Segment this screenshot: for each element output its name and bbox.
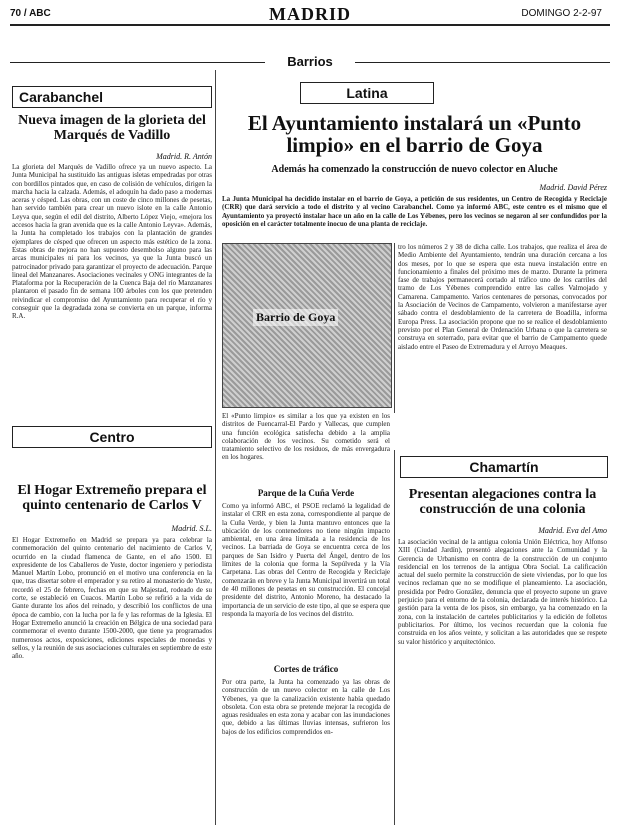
latina-label: Latina [300, 82, 434, 104]
column-rule-left [215, 70, 216, 825]
latina-headline: El Ayuntamiento instalará un «Punto limpio» en el barrio de Goya [247, 111, 582, 158]
carabanchel-body: La glorieta del Marqués de Vadillo ofrece ya un nuevo aspecto. La Junta Municipal ha sustituido las antiguas isletas empedradas por otras con bordillos pintados que, en caso de colisión de vehículos, dirigen la marcha hacia la calzada. Además, el adoquín ha dado paso a modernas aceras y césped. Las obras, con un coste de cinco millones de pesetas, han servido también para crear un nuevo islote en la calle Antonio Leyva que, según el edil del distrito, Alberto López Viejo, «mejora los accesos hacia la gran avenida que es la calle Antonio Leyva». Además, la Junta ha completado los trabajos con la plantación de grandes ejemplares de césped que ofrecen un aspecto más estético de la zona. Estas obras de mejora no han supuesto desembolso alguno para las arcas municipales ni para los vecinos, ya que la Junta buscó un patrocinador privado para garantizar el proyecto de adecuación. Parque lineal del Manzanares. Asociaciones vecinales y ONG integrantes de la Plataforma por la Recuperación de la Cuenca Baja del río Manzanares plantaron el pasado fin de semana 100 árboles con los que pretenden reivindicar el compromiso del Ayuntamiento para recuperar el río y conseguir que la degradada zona se convierta en un parque, informa R.A. [12, 163, 212, 321]
column-rule-right [394, 243, 395, 413]
header-rule [10, 24, 610, 26]
chamartin-headline: Presentan alegaciones contra la construcción de una colonia [408, 487, 597, 517]
chamartin-byline: Madrid. Eva del Amo [538, 526, 607, 535]
cortes-subhead: Cortes de tráfico [273, 664, 339, 674]
chamartin-body: La asociación vecinal de la antigua colonia Unión Eléctrica, hoy Alfonso XIII (Ciudad Jardín), presentó alegaciones ante la Comunidad y la Gerencia de Urbanismo en contra de la construcción de un conjunto residencial en los terrenos de la antigua Obra Social. La calificación actual del suelo permite la construcción de siete viviendas, por lo que los vecinos reclaman que no se modifique el planeamiento. La asociación, presidida por Pedro González, denuncia que el proyecto supone un grave perjuicio para el entorno de la colonia, declarada de interés histórico. La gestión para la venta de los pisos, sin embargo, ya ha comenzado en la zona, con la instalación de carteles publicitarios y la edición de folletos publicitarios. Por último, los vecinos recuerdan que la colonia fue construida en los años veinte, y solicitan a las autoridades que se respete su valor histórico y arquitectónico. [398, 538, 607, 646]
latina-photo-caption: El «Punto limpio» es similar a los que ya existen en los distritos de Fuencarral-El Pardo y Vallecas, que cumplen una función ecológica satisfecha debido a la amplia colaboración de los vecinos. Su cometido será el tratamiento selectivo de los residuos, de más envergadura en los hogares. [222, 412, 390, 462]
centro-label: Centro [12, 426, 212, 448]
centro-headline: El Hogar Extremeño prepara el quinto centenario de Carlos V [17, 483, 207, 513]
latina-subheadline: Además ha comenzado la construcción de nuevo colector en Aluche [271, 164, 558, 175]
carabanchel-headline: Nueva imagen de la glorieta del Marqués de Vadillo [18, 113, 206, 143]
barrio-goya-photo [222, 243, 392, 408]
centro-body: El Hogar Extremeño en Madrid se prepara ya para celebrar la conmemoración del quinto centenario del nacimiento de Carlos V, ocurrido en la ciudad flamenca de Gante, en el año 1500. El expresidente de los Caballeros de Yuste, doctor ingeniero y periodista Manuel Martín Lobo, pronunció en el motivo una conferencia en la que, tras disertar sobre el emperador y su retiro al monasterio de Yuste, recordó el 25 de febrero, fechas en que su Majestad, rodeado de su corte, se estableció en Cuacos. Martín Lobo se refirió a la vida de Gante durante los años del reinado, y describió los conflictos de una época de cambio, con la lucha por la fe y las reformas de la Iglesia. El Hogar Extremeño anunció la creación en Bélgica de una sociedad para conmemorar el evento durante 1500-2000, que tiene ya programados numerosos actos, exposiciones, ediciones especiales de monedas y sellos, y la reunión de sus asociaciones culturales en septiembre de este año. [12, 536, 212, 661]
cortes-body: Por otra parte, la Junta ha comenzado ya las obras de construcción de un nuevo colector en la calle de Los Yébenes, ya que la canalización existente había quedado obsoleta. Con esta obra se pretende mejorar la recogida de aguas residuales en esta zona y acabar con las inundaciones que, debido a las últimas lluvias intensas, sufrieron los bajos de los edificios comprendidos en- [222, 678, 390, 736]
issue-date: DOMINGO 2-2-97 [521, 8, 602, 19]
section-title: MADRID [269, 4, 351, 24]
latina-right-column: tro los números 2 y 38 de dicha calle. Los trabajos, que realiza el área de Medio Ambiente del Ayuntamiento, tendrán una duración cercana a los dos meses, por lo que se espera que esta nueva instalación entre en funcionamiento a finales del próximo mes de marzo. Durante la primera fase de trabajos permanecerá cortado al tráfico uno de los carriles del tramo de Los Yébenes comprendido entre las calles Valmojado y Camarena. Campamento. Varios centenares de personas, convocados por la Asociación de Vecinos de Campamento, volvieron a manifestarse ayer sábado contra el desdoblamiento de la carretera de Boadilla, informa Europa Press. La asociación propone que no se realice el desdoblamiento previsto por el Plan General de Ordenación Urbana o que la carretera se construya en soterrado, para evitar que el barrio de Campamento quede aislado entre el Paseo de Extremadura y el Arroyo Meaques. [398, 243, 607, 351]
column-rule-center [394, 450, 395, 825]
page-number: 70 / ABC [10, 8, 51, 19]
latina-lead: La Junta Municipal ha decidido instalar en el barrio de Goya, a petición de sus residentes, un Centro de Recogida y Reciclaje (CRR) que dará servicio a todo el distrito y al vecino Carabanchel. Como ya informó ABC, este centro es el mismo que el Ayuntamiento ya proyectó instalar hace un año en la calle de Los Yébenes, pero los vecinos se negaron al ser confundidos por la oposición en el carácter totalmente inocuo de una planta de reciclaje. [222, 195, 607, 228]
latina-byline: Madrid. David Pérez [539, 183, 607, 192]
carabanchel-label: Carabanchel [12, 86, 212, 108]
subsection-label: Barrios [265, 54, 355, 69]
carabanchel-byline: Madrid. R. Antón [156, 152, 212, 161]
parque-subhead: Parque de la Cuña Verde [257, 488, 355, 498]
photo-label: Barrio de Goya [253, 309, 338, 326]
centro-byline: Madrid. S.L. [171, 524, 212, 533]
chamartin-label: Chamartín [400, 456, 608, 478]
parque-body: Como ya informó ABC, el PSOE reclamó la legalidad de instalar el CRR en esta zona, correspondiente al parque de la Cuña Verde, y bien la Junta mantuvo entonces que la ubicación de los contenedores no tiene ningún impacto ambiental, en una área limitada a la residencia de los vecinos. La barriada de Goya se encuentra cerca de los parques de San Isidro y Puerta del Ángel, dentro de los límites de la colonia que forma la Sepúlveda y la Vía Carpetana. Las obras del Centro de Recogida y Reciclaje comenzarán en breve y la Junta Municipal invertirá un total de 40 millones de pesetas en su construcción. El concejal presidente del distrito, Antonio Moreno, ha destacado la importancia de un servicio de este tipo, al que se espera que responda la mayoría de los vecinos del distrito. [222, 502, 390, 618]
